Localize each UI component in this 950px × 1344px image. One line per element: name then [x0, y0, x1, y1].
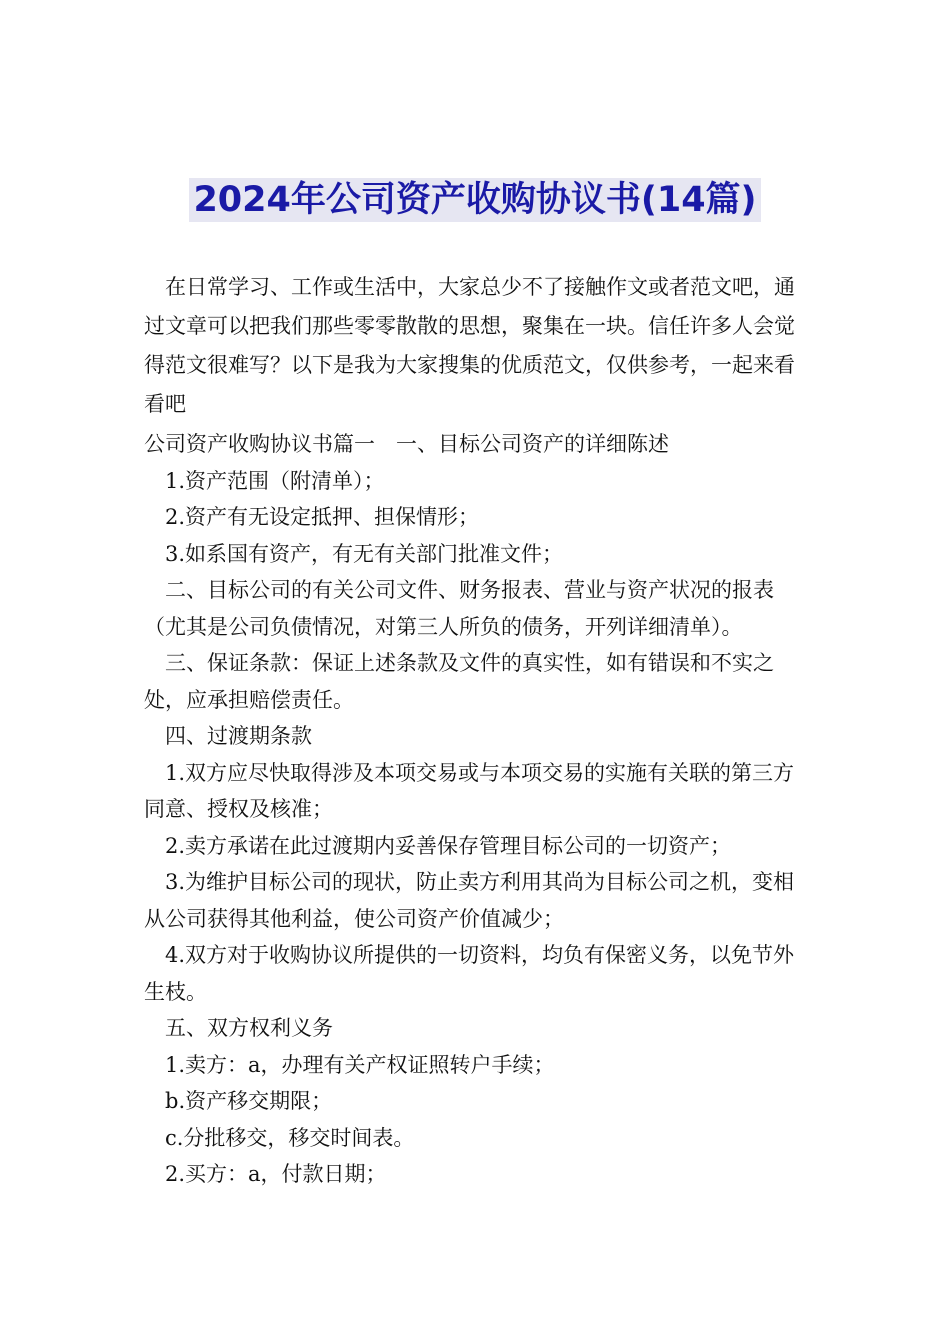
document-body [144, 268, 812, 1193]
paragraph: 二、目标公司的有关公司文件、财务报表、营业与资产状况的报表（尤其是公司负债情况，对第三人所负的债务，开列详细清单）。 [144, 578, 774, 639]
list-item: 4.双方对于收购协议所提供的一切资料，均负有保密义务，以免节外生枝。 [144, 943, 795, 1004]
list-item: 3.如系国有资产，有无有关部门批准文件； [165, 541, 564, 566]
list-item: 1.卖方：a，办理有关产权证照转户手续； [165, 1052, 555, 1077]
title-area [0, 178, 950, 222]
list-item: c.分批移交，移交时间表。 [165, 1125, 415, 1150]
list-item: 1.资产范围（附清单）； [165, 468, 385, 493]
section-heading: 四、过渡期条款 [165, 724, 312, 748]
intro-paragraph: 在日常学习、工作或生活中，大家总少不了接触作文或者范文吧，通过文章可以把我们那些零零散散的思想，聚集在一块。信任许多人会觉得范文很难写？以下是我为大家搜集的优质范文，仅供参考，一起来看看吧 [144, 275, 795, 416]
list-item: 2.买方：a，付款日期； [165, 1162, 387, 1186]
list-item: 1.双方应尽快取得涉及本项交易或与本项交易的实施有关联的第三方同意、授权及核准； [144, 760, 795, 821]
list-item: 2.卖方承诺在此过渡期内妥善保存管理目标公司的一切资产； [165, 833, 732, 858]
list-item: 3.为维护目标公司的现状，防止卖方利用其尚为目标公司之机，变相从公司获得其他利益，使公司资产价值减少； [144, 870, 795, 931]
list-item: b.资产移交期限； [165, 1089, 333, 1113]
document-title: 2024年公司资产收购协议书(14篇) [189, 178, 760, 222]
section-heading: 五、双方权利义务 [165, 1016, 333, 1040]
list-item: 2.资产有无设定抵押、担保情形； [165, 505, 480, 529]
paragraph: 三、保证条款：保证上述条款及文件的真实性，如有错误和不实之处，应承担赔偿责任。 [144, 651, 774, 712]
section-heading-paragraph: 公司资产收购协议书篇一 一、目标公司资产的详细陈述 [144, 432, 669, 456]
